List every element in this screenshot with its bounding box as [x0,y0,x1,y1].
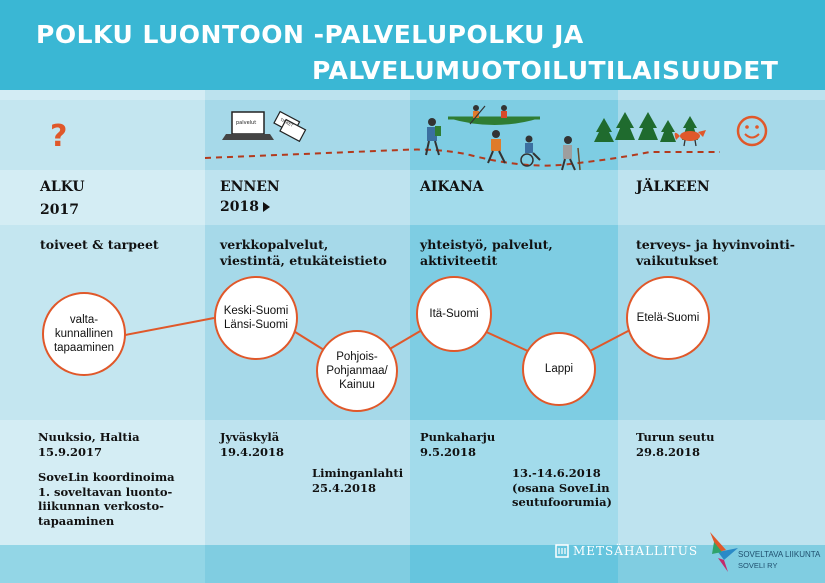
sovelin-arrow-icon [706,528,742,574]
laptop-icon [222,112,274,140]
phase-alku: ALKU [40,179,85,195]
event-jyvaskyla: Jyväskylä 19.4.2018 [220,430,285,459]
metsahallitus-emblem-icon [555,544,569,558]
wheelchair-icon [521,136,540,167]
category-jalkeen: terveys- ja hyvinvointi- vaikutukset [636,237,795,268]
node-etela-suomi: Etelä-Suomi [626,276,710,360]
sovelin-text-1: SOVELTAVA LIIKUNTA [738,550,821,559]
category-alku: toiveet & tarpeet [40,237,159,252]
event-punkaharju: Punkaharju 9.5.2018 [420,430,496,459]
tickets-icon [274,112,306,142]
sovelin-logo [706,528,821,578]
metsahallitus-logo [555,541,705,563]
phase-jalkeen: JÄLKEEN [636,179,710,195]
event-sovelin-koordinoima: SoveLin koordinoima 1. soveltavan luonto- liikunnan verkosto- tapaaminen [38,470,175,528]
ticket-text: TICKET [279,116,295,128]
canoe-icon [448,105,540,125]
event-liminganlahti: Liminganlahti 25.4.2018 [312,466,404,495]
metsahallitus-text: METSÄHALLITUS [573,544,699,558]
category-aikana: yhteistyö, palvelut, aktiviteetit [420,237,553,268]
node-ita-suomi: Itä-Suomi [416,276,492,352]
year-alku: 2017 [40,202,79,218]
sovelin-text-2: SOVELI RY [738,561,778,570]
hiker-orange-icon [488,130,505,163]
event-turun-seutu: Turun seutu 29.8.2018 [636,430,715,459]
triangle-right-icon [263,202,270,212]
title-line-1: POLKU LUONTOON -PALVELUPOLKU JA [36,20,584,49]
year-ennen: 2018 [220,199,259,215]
walker-icon [562,136,580,170]
dashed-trail [205,150,720,166]
fox-icon [675,130,706,146]
node-keski-lansi-suomi: Keski-Suomi Länsi-Suomi [214,276,298,360]
category-ennen: verkkopalvelut, viestintä, etukäteistieto [220,237,387,268]
phase-aikana: AIKANA [420,179,484,195]
event-nuuksio: Nuuksio, Haltia 15.9.2017 [38,430,140,459]
question-mark-icon [50,119,67,154]
smiley-icon [738,117,766,145]
node-valtakunnallinen: valta- kunnallinen tapaaminen [42,292,126,376]
node-lappi: Lappi [522,332,596,406]
node-pohjois-pohjanmaa: Pohjois- Pohjanmaa/ Kainuu [316,330,398,412]
event-seutufoorumi: 13.-14.6.2018 (osana SoveLin seutufoorumia) [512,466,612,509]
svg-text:?: ? [50,119,68,154]
phase-ennen: ENNEN [220,179,280,195]
laptop-screen-text: palvelut [236,120,257,126]
title-line-2: PALVELUMUOTOILUTILAISUUDET [312,56,779,85]
